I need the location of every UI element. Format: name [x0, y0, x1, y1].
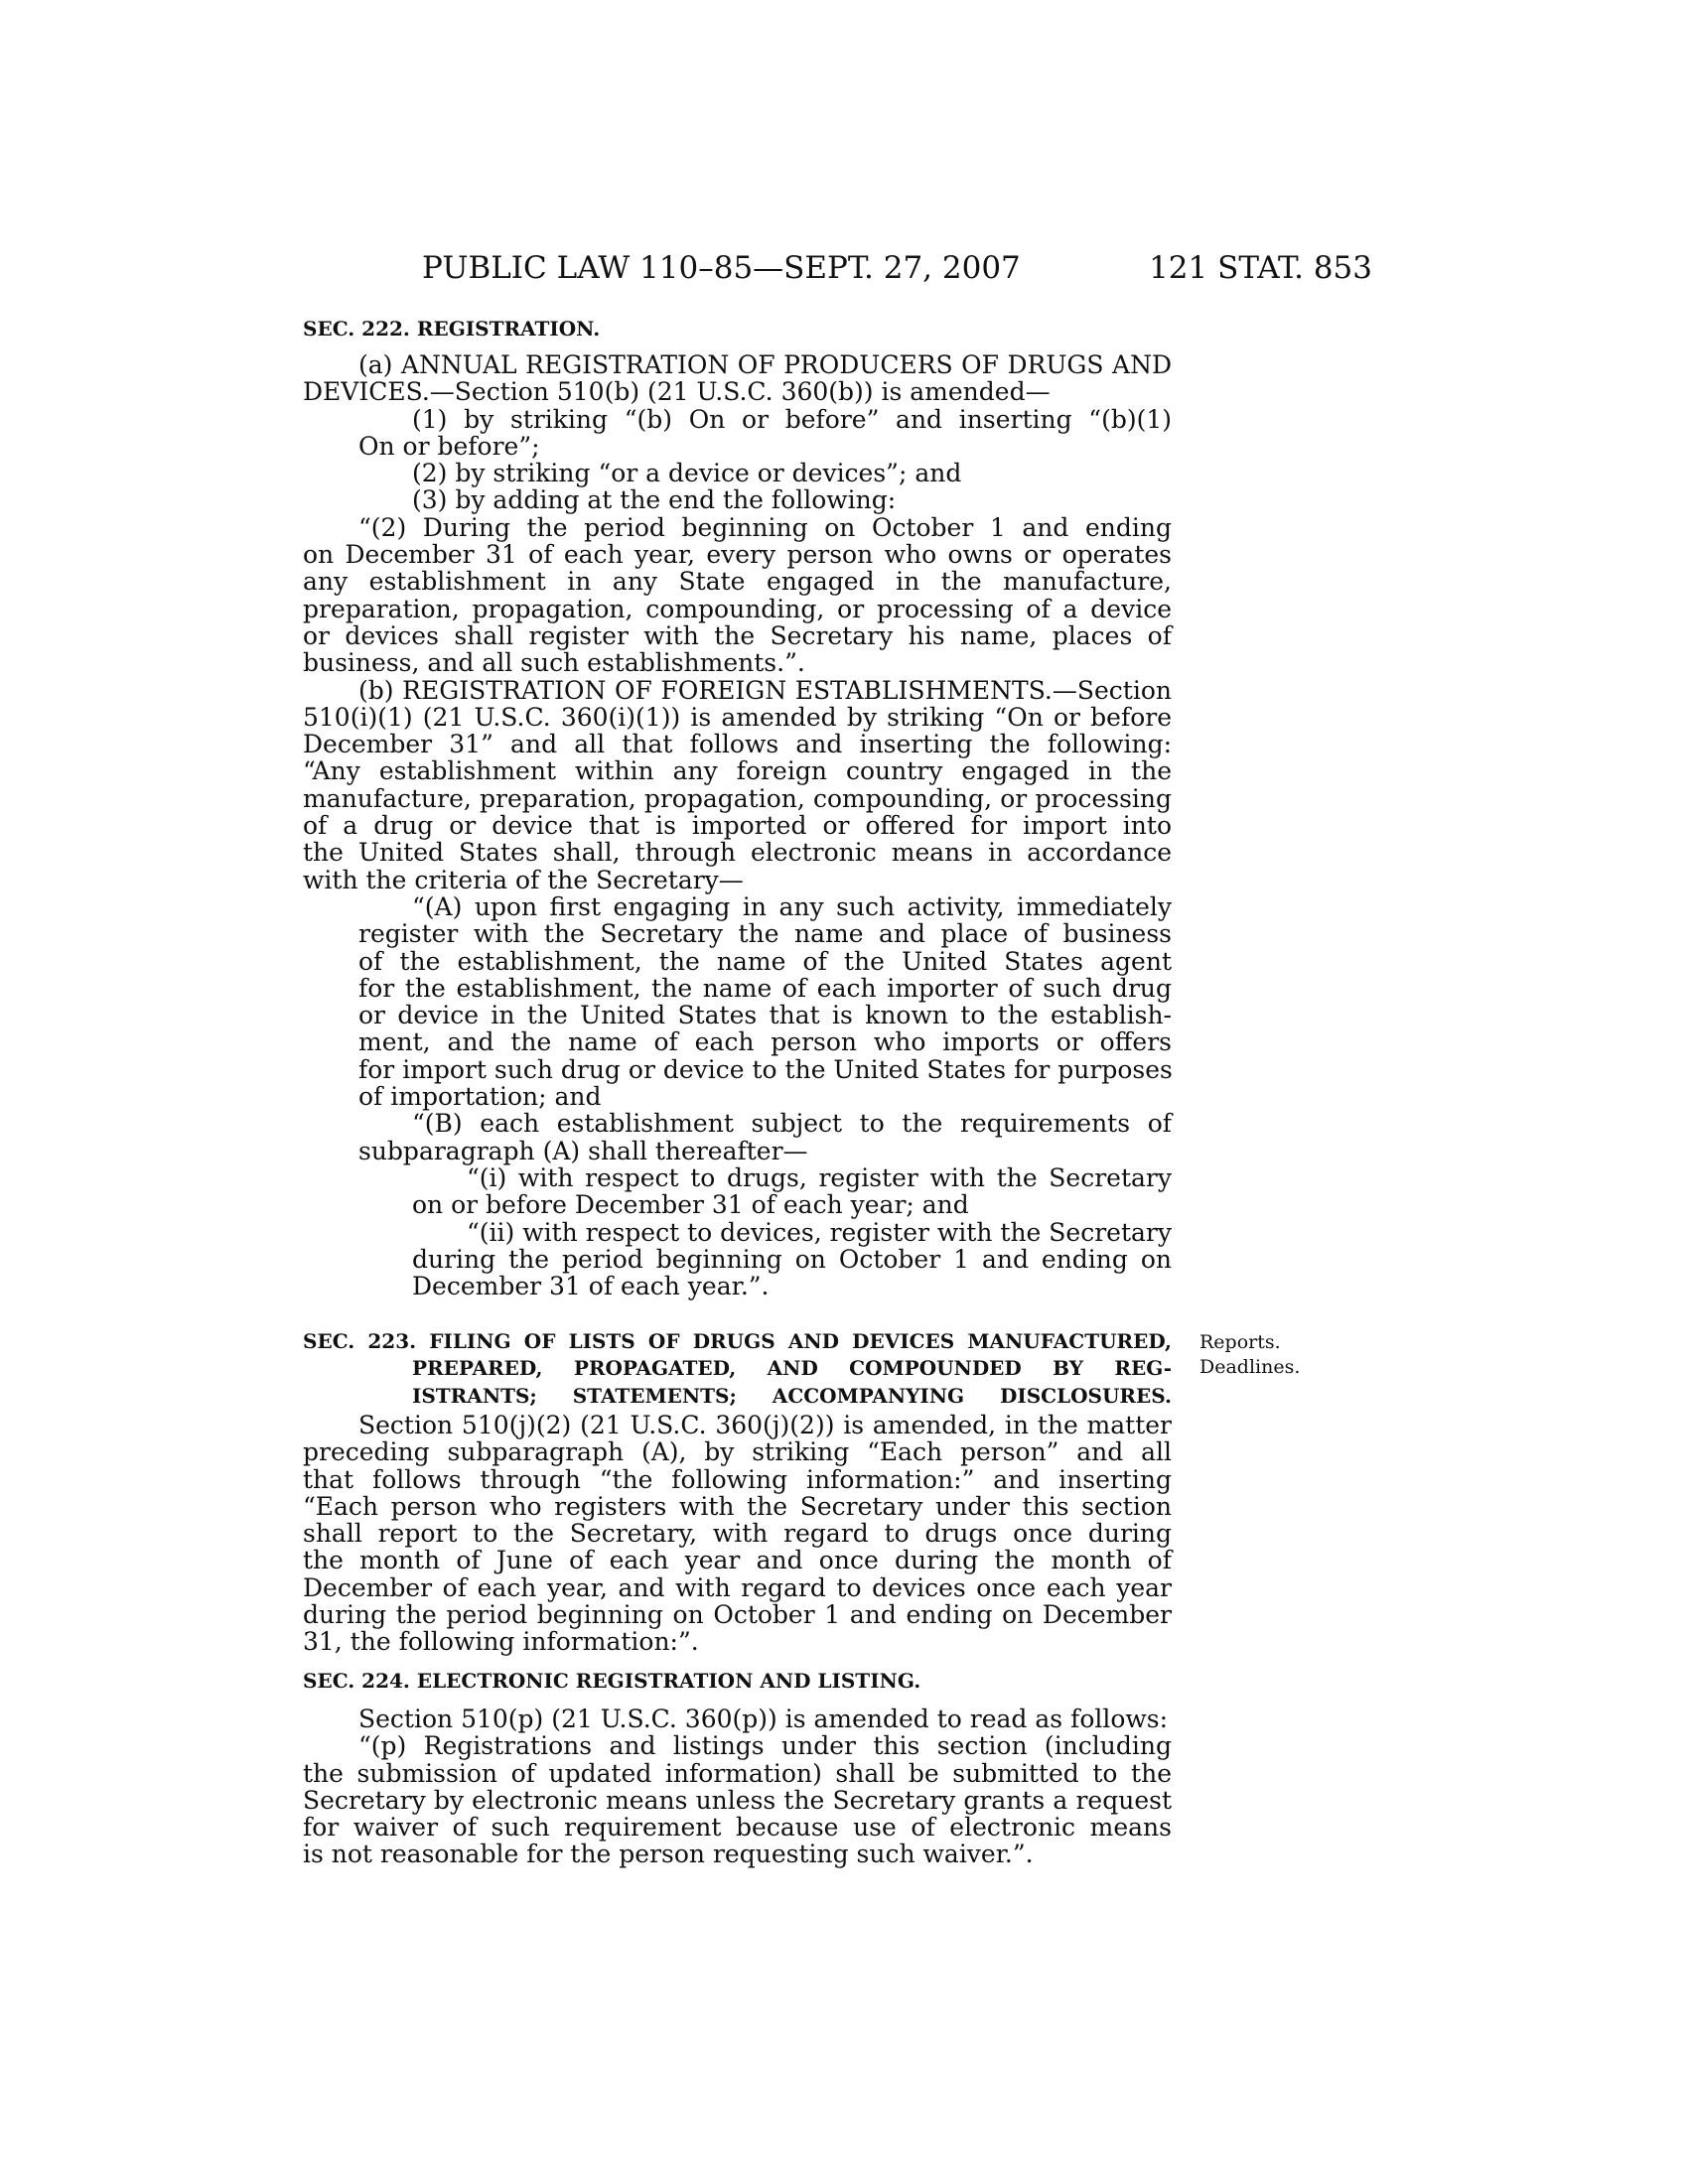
text-line: “(A) upon first engaging in any such activity, immediately	[412, 891, 1172, 921]
margin-note: Deadlines.	[1199, 1356, 1301, 1378]
text-line: DEVICES.—Section 510(b) (21 U.S.C. 360(b)) is amended—	[303, 377, 1051, 407]
text-line: shall report to the Secretary, with regard to drugs once during	[303, 1519, 1172, 1549]
text-line: (3) by adding at the end the following:	[412, 485, 897, 515]
text-line: Section 510(p) (21 U.S.C. 360(p)) is amended to read as follows:	[358, 1705, 1169, 1733]
text-line: of a drug or device that is imported or offered for import into	[303, 811, 1172, 841]
text-line: or devices shall register with the Secretary his name, places of	[303, 620, 1172, 650]
text-line: (a) ANNUAL REGISTRATION OF PRODUCERS OF DRUGS AND	[358, 350, 1172, 379]
text-line: the submission of updated information) shall be submitted to the	[303, 1758, 1172, 1788]
text-line: Section 510(j)(2) (21 U.S.C. 360(j)(2)) is amended, in the matter	[358, 1411, 1172, 1439]
text-line: the United States shall, through electronic means in accordance	[303, 838, 1172, 868]
text-line: “(i) with respect to drugs, register with the Secretary	[467, 1162, 1172, 1192]
text-line: “(ii) with respect to devices, register with the Secretary	[467, 1217, 1172, 1247]
section-heading: SEC. 222. REGISTRATION.	[303, 317, 601, 341]
text-line: December 31 of each year.”.	[412, 1272, 770, 1301]
text-line: “(2) During the period beginning on October 1 and ending	[358, 512, 1172, 542]
margin-notes	[1199, 1330, 1300, 1380]
text-line: on December 31 of each year, every person who owns or operates	[303, 540, 1172, 570]
text-line: On or before”;	[358, 431, 540, 461]
text-line: manufacture, preparation, propagation, compounding, or processing	[303, 783, 1172, 813]
text-line: (1) by striking “(b) On or before” and inserting “(b)(1)	[412, 404, 1172, 434]
section-223-heading	[303, 1328, 1172, 1410]
section-heading: SEC. 224. ELECTRONIC REGISTRATION AND LISTING.	[303, 1669, 921, 1693]
text-line: for import such drug or device to the United States for purposes	[358, 1054, 1173, 1084]
section-224	[303, 1668, 1172, 1695]
text-line: register with the Secretary the name and place of business	[358, 919, 1172, 949]
margin-note: Reports.	[1199, 1331, 1281, 1353]
text-line: subparagraph (A) shall thereafter—	[358, 1136, 808, 1165]
text-line: December 31” and all that follows and inserting the following:	[303, 730, 1172, 759]
text-line: “(p) Registrations and listings under this section (including	[358, 1731, 1172, 1761]
section-heading: ISTRANTS; STATEMENTS; ACCOMPANYING DISCLOSURES.	[412, 1383, 1172, 1408]
text-line: “Each person who registers with the Secretary under this section	[303, 1491, 1172, 1521]
section-224-body	[303, 1706, 1172, 1868]
text-line: with the criteria of the Secretary—	[303, 865, 744, 894]
text-line: for the establishment, the name of each importer of such drug	[358, 973, 1172, 1003]
text-line: for waiver of such requirement because use of electronic means	[303, 1813, 1172, 1843]
text-line: during the period beginning on October 1 and ending on December	[303, 1600, 1172, 1630]
text-line: December of each year, and with regard to devices once each year	[303, 1572, 1172, 1602]
text-line: that follows through “the following information:” and inserting	[303, 1464, 1172, 1494]
text-line: (b) REGISTRATION OF FOREIGN ESTABLISHMENTS.—Section	[358, 675, 1172, 705]
text-line: of importation; and	[358, 1082, 602, 1112]
text-line: preceding subparagraph (A), by striking “Each person” and all	[303, 1437, 1172, 1467]
section-222	[303, 316, 1172, 342]
section-heading: PREPARED, PROPAGATED, AND COMPOUNDED BY REG-	[412, 1356, 1172, 1381]
text-line: Secretary by electronic means unless the Secretary grants a request	[303, 1785, 1172, 1815]
text-line: the month of June of each year and once during the month of	[303, 1546, 1172, 1575]
text-line: business, and all such establishments.”.	[303, 648, 805, 678]
text-line: any establishment in any State engaged in the manufacture,	[303, 567, 1172, 597]
text-line: during the period beginning on October 1 and ending on	[412, 1244, 1172, 1274]
text-line: preparation, propagation, compounding, or processing of a device	[303, 594, 1172, 623]
text-line: (2) by striking “or a device or devices”; and	[412, 459, 962, 488]
text-line: or device in the United States that is known to the establish-	[358, 1001, 1172, 1030]
text-line: “Any establishment within any foreign country engaged in the	[303, 756, 1172, 786]
text-line: 510(i)(1) (21 U.S.C. 360(i)(1)) is amended by striking “On or before	[303, 702, 1172, 732]
text-line: is not reasonable for the person requesting such waiver.”.	[303, 1840, 1034, 1869]
page-citation: 121 STAT. 853	[1149, 250, 1372, 286]
section-223-body	[303, 1412, 1172, 1656]
text-line: 31, the following information:”.	[303, 1627, 699, 1657]
text-line: on or before December 31 of each year; and	[412, 1190, 969, 1220]
text-line: of the establishment, the name of the United States agent	[358, 946, 1172, 976]
section-222-body	[303, 351, 1172, 1299]
running-header-title: PUBLIC LAW 110–85—SEPT. 27, 2007	[422, 250, 1021, 286]
text-line: ment, and the name of each person who imports or offers	[358, 1027, 1172, 1057]
text-line: “(B) each establishment subject to the requirements of	[412, 1109, 1172, 1139]
section-heading: SEC. 223. FILING OF LISTS OF DRUGS AND DEVICES MANUFACTURED,	[303, 1329, 1172, 1353]
